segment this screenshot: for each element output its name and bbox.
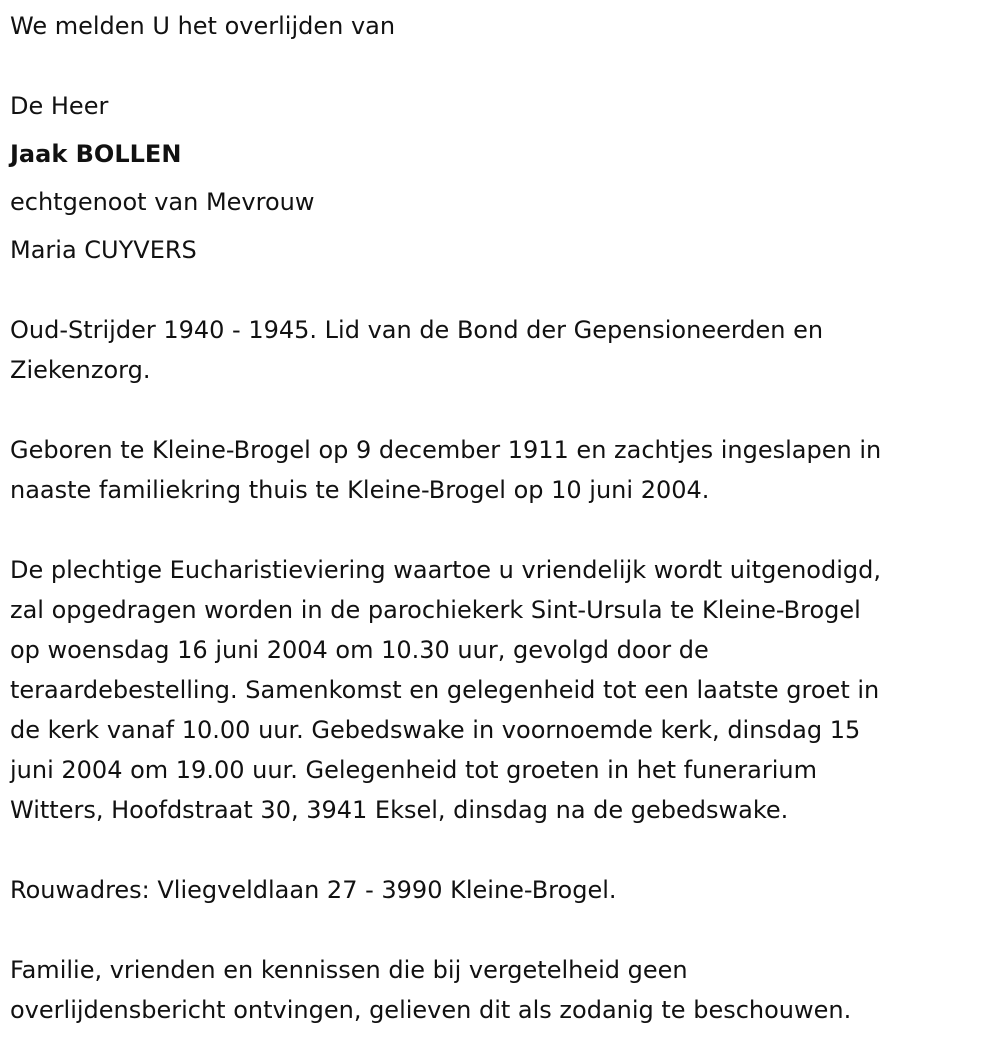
spacer <box>10 910 990 950</box>
ceremony-line: op woensdag 16 juni 2004 om 10.30 uur, gevolgd door de <box>10 636 709 664</box>
spacer <box>10 222 990 230</box>
spouse-name <box>10 230 990 270</box>
deceased-name-line: Jaak BOLLEN <box>10 140 182 168</box>
intro-text <box>10 6 990 46</box>
death-notice <box>10 6 990 1030</box>
ceremony-line: juni 2004 om 19.00 uur. Gelegenheid tot groeten in het funerarium <box>10 756 818 784</box>
birth-death-paragraph <box>10 430 990 510</box>
affiliation-paragraph <box>10 310 990 390</box>
spacer <box>10 126 990 134</box>
affiliation-line: Ziekenzorg. <box>10 356 151 384</box>
spouse-prefix <box>10 182 990 222</box>
salutation-line: De Heer <box>10 92 109 120</box>
spacer <box>10 510 990 550</box>
spouse-prefix-line: echtgenoot van Mevrouw <box>10 188 315 216</box>
spacer <box>10 46 990 86</box>
closing-line: Familie, vrienden en kennissen die bij vergetelheid geen <box>10 956 688 984</box>
intro-line: We melden U het overlijden van <box>10 12 396 40</box>
affiliation-line: Oud-Strijder 1940 - 1945. Lid van de Bond der Gepensioneerden en <box>10 316 824 344</box>
ceremony-line: Witters, Hoofdstraat 30, 3941 Eksel, dinsdag na de gebedswake. <box>10 796 789 824</box>
salutation-text <box>10 86 990 126</box>
ceremony-line: teraardebestelling. Samenkomst en gelegenheid tot een laatste groet in <box>10 676 880 704</box>
address-paragraph <box>10 870 990 910</box>
spacer <box>10 174 990 182</box>
ceremony-paragraph <box>10 550 990 830</box>
ceremony-line: De plechtige Eucharistieviering waartoe u vriendelijk wordt uitgenodigd, <box>10 556 881 584</box>
spacer <box>10 830 990 870</box>
deceased-name <box>10 134 990 174</box>
spouse-name-line: Maria CUYVERS <box>10 236 197 264</box>
spacer <box>10 270 990 310</box>
birth-death-line: naaste familiekring thuis te Kleine-Brogel op 10 juni 2004. <box>10 476 710 504</box>
birth-death-line: Geboren te Kleine-Brogel op 9 december 1911 en zachtjes ingeslapen in <box>10 436 882 464</box>
closing-line: overlijdensbericht ontvingen, gelieven dit als zodanig te beschouwen. <box>10 996 852 1024</box>
closing-paragraph <box>10 950 990 1030</box>
spacer <box>10 390 990 430</box>
ceremony-line: de kerk vanaf 10.00 uur. Gebedswake in voornoemde kerk, dinsdag 15 <box>10 716 861 744</box>
address-line: Rouwadres: Vliegveldlaan 27 - 3990 Kleine-Brogel. <box>10 876 617 904</box>
ceremony-line: zal opgedragen worden in de parochiekerk Sint-Ursula te Kleine-Brogel <box>10 596 861 624</box>
